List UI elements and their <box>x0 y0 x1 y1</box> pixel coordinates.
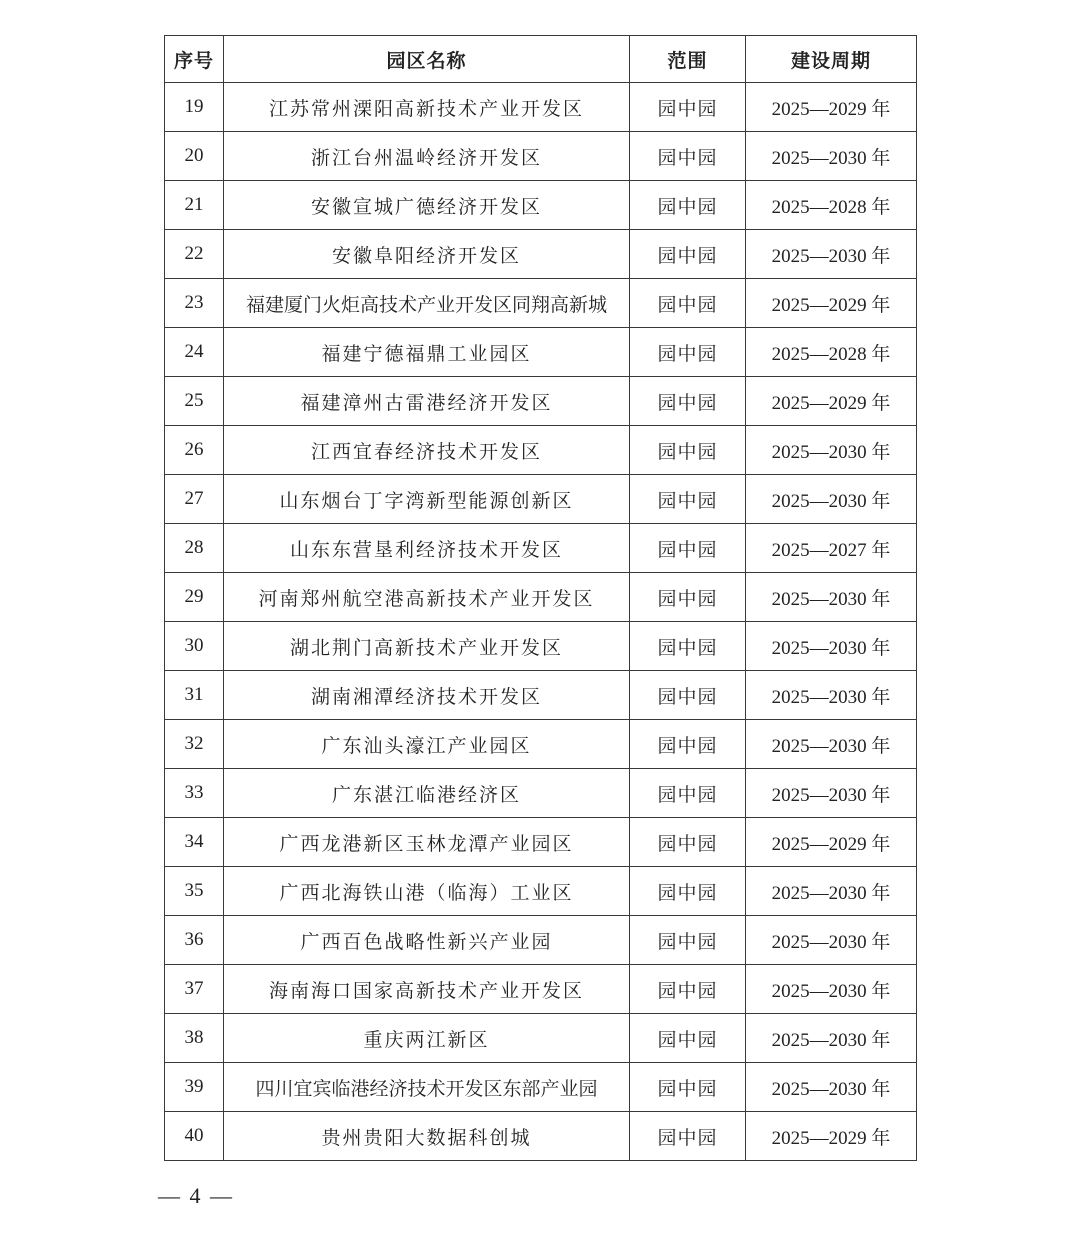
table-row <box>165 475 917 524</box>
row-scope: 园中园 <box>630 1112 746 1161</box>
table-row <box>165 230 917 279</box>
row-number: 27 <box>165 475 224 524</box>
row-park-name: 湖北荆门高新技术产业开发区 <box>224 622 630 671</box>
row-period: 2025—2030 年 <box>746 132 917 181</box>
table-row <box>165 1014 917 1063</box>
row-scope: 园中园 <box>630 328 746 377</box>
row-scope: 园中园 <box>630 622 746 671</box>
row-scope: 园中园 <box>630 181 746 230</box>
row-scope: 园中园 <box>630 671 746 720</box>
row-period: 2025—2030 年 <box>746 916 917 965</box>
header-scope: 范围 <box>630 36 746 83</box>
row-period: 2025—2029 年 <box>746 818 917 867</box>
row-period: 2025—2029 年 <box>746 279 917 328</box>
row-period: 2025—2030 年 <box>746 671 917 720</box>
row-scope: 园中园 <box>630 377 746 426</box>
row-park-name: 贵州贵阳大数据科创城 <box>224 1112 630 1161</box>
table-row <box>165 377 917 426</box>
row-period: 2025—2029 年 <box>746 1112 917 1161</box>
row-park-name: 安徽宣城广德经济开发区 <box>224 181 630 230</box>
row-park-name: 湖南湘潭经济技术开发区 <box>224 671 630 720</box>
row-scope: 园中园 <box>630 916 746 965</box>
row-scope: 园中园 <box>630 867 746 916</box>
row-number: 31 <box>165 671 224 720</box>
row-park-name: 江苏常州溧阳高新技术产业开发区 <box>224 83 630 132</box>
row-scope: 园中园 <box>630 524 746 573</box>
row-park-name: 广东湛江临港经济区 <box>224 769 630 818</box>
row-scope: 园中园 <box>630 1063 746 1112</box>
row-park-name: 四川宜宾临港经济技术开发区东部产业园 <box>224 1063 630 1112</box>
row-number: 26 <box>165 426 224 475</box>
row-park-name: 广西北海铁山港（临海）工业区 <box>224 867 630 916</box>
row-number: 25 <box>165 377 224 426</box>
table-row <box>165 671 917 720</box>
table-row <box>165 426 917 475</box>
row-scope: 园中园 <box>630 132 746 181</box>
table-row <box>165 132 917 181</box>
row-park-name: 山东东营垦利经济技术开发区 <box>224 524 630 573</box>
row-number: 30 <box>165 622 224 671</box>
row-period: 2025—2030 年 <box>746 475 917 524</box>
row-period: 2025—2030 年 <box>746 769 917 818</box>
row-period: 2025—2030 年 <box>746 230 917 279</box>
row-park-name: 广东汕头濠江产业园区 <box>224 720 630 769</box>
park-list-table <box>164 35 917 1161</box>
row-number: 20 <box>165 132 224 181</box>
row-number: 21 <box>165 181 224 230</box>
row-period: 2025—2030 年 <box>746 1063 917 1112</box>
row-number: 38 <box>165 1014 224 1063</box>
row-scope: 园中园 <box>630 965 746 1014</box>
row-number: 37 <box>165 965 224 1014</box>
row-number: 22 <box>165 230 224 279</box>
header-park-name: 园区名称 <box>224 36 630 83</box>
row-scope: 园中园 <box>630 818 746 867</box>
row-scope: 园中园 <box>630 475 746 524</box>
row-park-name: 福建厦门火炬高技术产业开发区同翔高新城 <box>224 279 630 328</box>
row-number: 29 <box>165 573 224 622</box>
row-number: 36 <box>165 916 224 965</box>
table-row <box>165 181 917 230</box>
row-number: 35 <box>165 867 224 916</box>
row-period: 2025—2028 年 <box>746 181 917 230</box>
row-scope: 园中园 <box>630 83 746 132</box>
row-scope: 园中园 <box>630 230 746 279</box>
row-period: 2025—2030 年 <box>746 622 917 671</box>
row-scope: 园中园 <box>630 1014 746 1063</box>
row-park-name: 安徽阜阳经济开发区 <box>224 230 630 279</box>
row-period: 2025—2029 年 <box>746 83 917 132</box>
row-park-name: 浙江台州温岭经济开发区 <box>224 132 630 181</box>
row-period: 2025—2030 年 <box>746 426 917 475</box>
table-row <box>165 916 917 965</box>
page-number: — 4 — <box>158 1183 234 1208</box>
row-scope: 园中园 <box>630 720 746 769</box>
row-park-name: 广西百色战略性新兴产业园 <box>224 916 630 965</box>
row-period: 2025—2028 年 <box>746 328 917 377</box>
row-number: 28 <box>165 524 224 573</box>
row-period: 2025—2030 年 <box>746 720 917 769</box>
table-row <box>165 1063 917 1112</box>
row-scope: 园中园 <box>630 573 746 622</box>
row-number: 34 <box>165 818 224 867</box>
row-park-name: 广西龙港新区玉林龙潭产业园区 <box>224 818 630 867</box>
table-row <box>165 1112 917 1161</box>
table-row <box>165 279 917 328</box>
table-row <box>165 524 917 573</box>
row-number: 32 <box>165 720 224 769</box>
row-park-name: 福建宁德福鼎工业园区 <box>224 328 630 377</box>
table-row <box>165 573 917 622</box>
row-park-name: 河南郑州航空港高新技术产业开发区 <box>224 573 630 622</box>
table-row <box>165 867 917 916</box>
table-row <box>165 769 917 818</box>
row-number: 24 <box>165 328 224 377</box>
table-header-row <box>165 36 917 83</box>
row-park-name: 福建漳州古雷港经济开发区 <box>224 377 630 426</box>
row-number: 40 <box>165 1112 224 1161</box>
row-park-name: 山东烟台丁字湾新型能源创新区 <box>224 475 630 524</box>
row-park-name: 重庆两江新区 <box>224 1014 630 1063</box>
row-park-name: 海南海口国家高新技术产业开发区 <box>224 965 630 1014</box>
header-number: 序号 <box>165 36 224 83</box>
row-period: 2025—2027 年 <box>746 524 917 573</box>
row-scope: 园中园 <box>630 279 746 328</box>
row-period: 2025—2030 年 <box>746 965 917 1014</box>
row-scope: 园中园 <box>630 769 746 818</box>
row-period: 2025—2030 年 <box>746 867 917 916</box>
row-period: 2025—2030 年 <box>746 573 917 622</box>
table-row <box>165 83 917 132</box>
row-number: 39 <box>165 1063 224 1112</box>
row-scope: 园中园 <box>630 426 746 475</box>
row-period: 2025—2029 年 <box>746 377 917 426</box>
row-park-name: 江西宜春经济技术开发区 <box>224 426 630 475</box>
row-period: 2025—2030 年 <box>746 1014 917 1063</box>
table-row <box>165 965 917 1014</box>
table-row <box>165 720 917 769</box>
row-number: 19 <box>165 83 224 132</box>
table-row <box>165 818 917 867</box>
table-row <box>165 328 917 377</box>
header-construction-period: 建设周期 <box>746 36 917 83</box>
table-row <box>165 622 917 671</box>
row-number: 23 <box>165 279 224 328</box>
row-number: 33 <box>165 769 224 818</box>
